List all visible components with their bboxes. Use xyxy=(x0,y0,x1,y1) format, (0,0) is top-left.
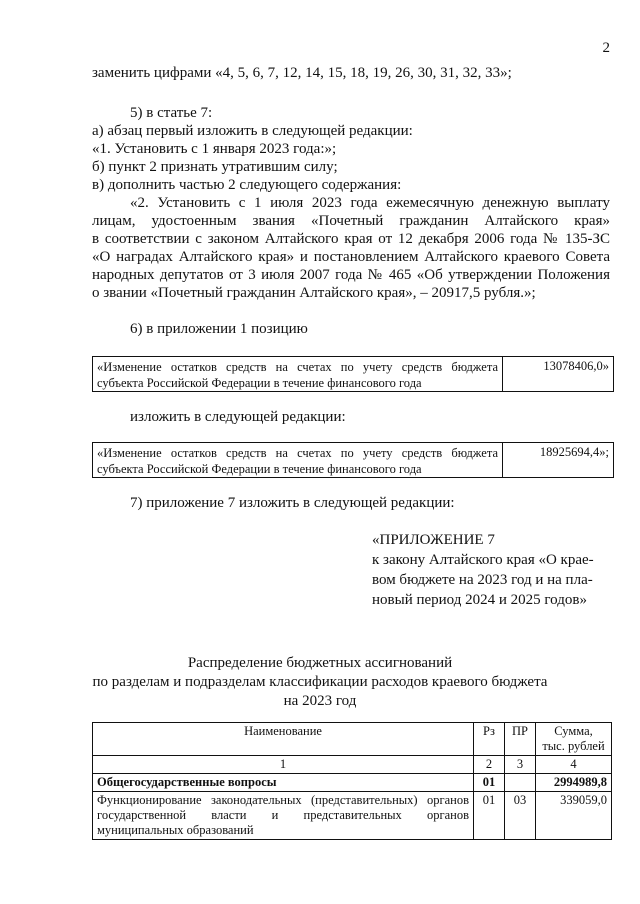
item6-mid-text: изложить в следующей редакции: xyxy=(130,409,346,425)
header-pr: ПР xyxy=(505,723,536,756)
part2-line-2: лицам, удостоенным звания «Почетный гражданин Алтайского края» xyxy=(92,213,610,229)
new-position-text xyxy=(93,443,503,477)
table-title-line-3: на 2023 год xyxy=(283,693,357,709)
appendix-line-1: к закону Алтайского края «О крае- xyxy=(372,552,594,568)
row-sum: 2994989,8 xyxy=(536,774,612,792)
new-position-line-2: субъекта Российской Федерации в течение финансового года xyxy=(97,462,422,476)
item5-heading: 5) в статье 7: xyxy=(130,105,213,121)
table-number-row xyxy=(93,756,612,774)
table-row xyxy=(93,792,612,840)
part2-line-1: «2. Установить с 1 июля 2023 года ежемесячную денежную выплату xyxy=(130,195,610,211)
row-pr xyxy=(505,774,536,792)
new-position-line-1: «Изменение остатков средств на счетах по учету средств бюджета xyxy=(97,446,498,460)
row-name: Функционирование законодательных (представительных) органов государственной власти и представительных органов муниципальных образований xyxy=(93,792,474,840)
col-number-2: 2 xyxy=(474,756,505,774)
part2-line-4: «О наградах Алтайского края» и постановлением Алтайского краевого Совета xyxy=(92,249,610,265)
appendix-block xyxy=(372,530,594,610)
header-name: Наименование xyxy=(93,723,474,756)
item5-b: б) пункт 2 признать утратившим силу; xyxy=(92,159,338,175)
old-position-text xyxy=(93,357,503,391)
item7-heading: 7) приложение 7 изложить в следующей редакции: xyxy=(130,495,455,511)
old-position-box xyxy=(92,356,614,392)
new-position-value: 18925694,4»; xyxy=(539,445,609,459)
col-number-3: 3 xyxy=(505,756,536,774)
part2-line-6: о звании «Почетный гражданин Алтайского края», – 20917,5 рубля.»; xyxy=(92,285,536,301)
new-position-box xyxy=(92,442,614,478)
item5-a: а) абзац первый изложить в следующей редакции: xyxy=(92,123,413,139)
col-number-1: 1 xyxy=(93,756,474,774)
table-title-line-2: по разделам и подразделам классификации расходов краевого бюджета xyxy=(92,674,548,690)
header-sum-line-2: тыс. рублей xyxy=(542,739,605,753)
header-sum-line-1: Сумма, xyxy=(554,724,593,738)
header-rz: Рз xyxy=(474,723,505,756)
old-position-value: 13078406,0» xyxy=(543,359,609,373)
row-name: Общегосударственные вопросы xyxy=(93,774,474,792)
appendix-line-3: новый период 2024 и 2025 годов» xyxy=(372,592,587,608)
row-rz: 01 xyxy=(474,792,505,840)
appendix-line-2: вом бюджете на 2023 год и на пла- xyxy=(372,572,593,588)
old-position-line-1: «Изменение остатков средств на счетах по учету средств бюджета xyxy=(97,360,498,374)
header-sum xyxy=(536,723,612,756)
appendix-title: «ПРИЛОЖЕНИЕ 7 xyxy=(372,532,495,548)
col-number-4: 4 xyxy=(536,756,612,774)
table-header-row xyxy=(93,723,612,756)
row-rz: 01 xyxy=(474,774,505,792)
page-number: 2 xyxy=(602,40,610,56)
item6-heading: 6) в приложении 1 позицию xyxy=(130,321,308,337)
part2-line-5: народных депутатов от 3 июля 2007 года № 465 «Об утверждении Положения xyxy=(92,267,610,283)
item5-v: в) дополнить частью 2 следующего содержания: xyxy=(92,177,402,193)
budget-table xyxy=(92,722,612,840)
intro-line: заменить цифрами «4, 5, 6, 7, 12, 14, 15, 18, 19, 26, 30, 31, 32, 33»; xyxy=(92,65,512,81)
row-sum: 339059,0 xyxy=(536,792,612,840)
item5-a-text: «1. Установить с 1 января 2023 года:»; xyxy=(92,141,337,157)
table-title-line-1: Распределение бюджетных ассигнований xyxy=(187,655,453,671)
table-row xyxy=(93,774,612,792)
old-position-line-2: субъекта Российской Федерации в течение финансового года xyxy=(97,376,422,390)
row-pr: 03 xyxy=(505,792,536,840)
part2-line-3: в соответствии с законом Алтайского края от 12 декабря 2006 года № 135-ЗС xyxy=(92,231,610,247)
